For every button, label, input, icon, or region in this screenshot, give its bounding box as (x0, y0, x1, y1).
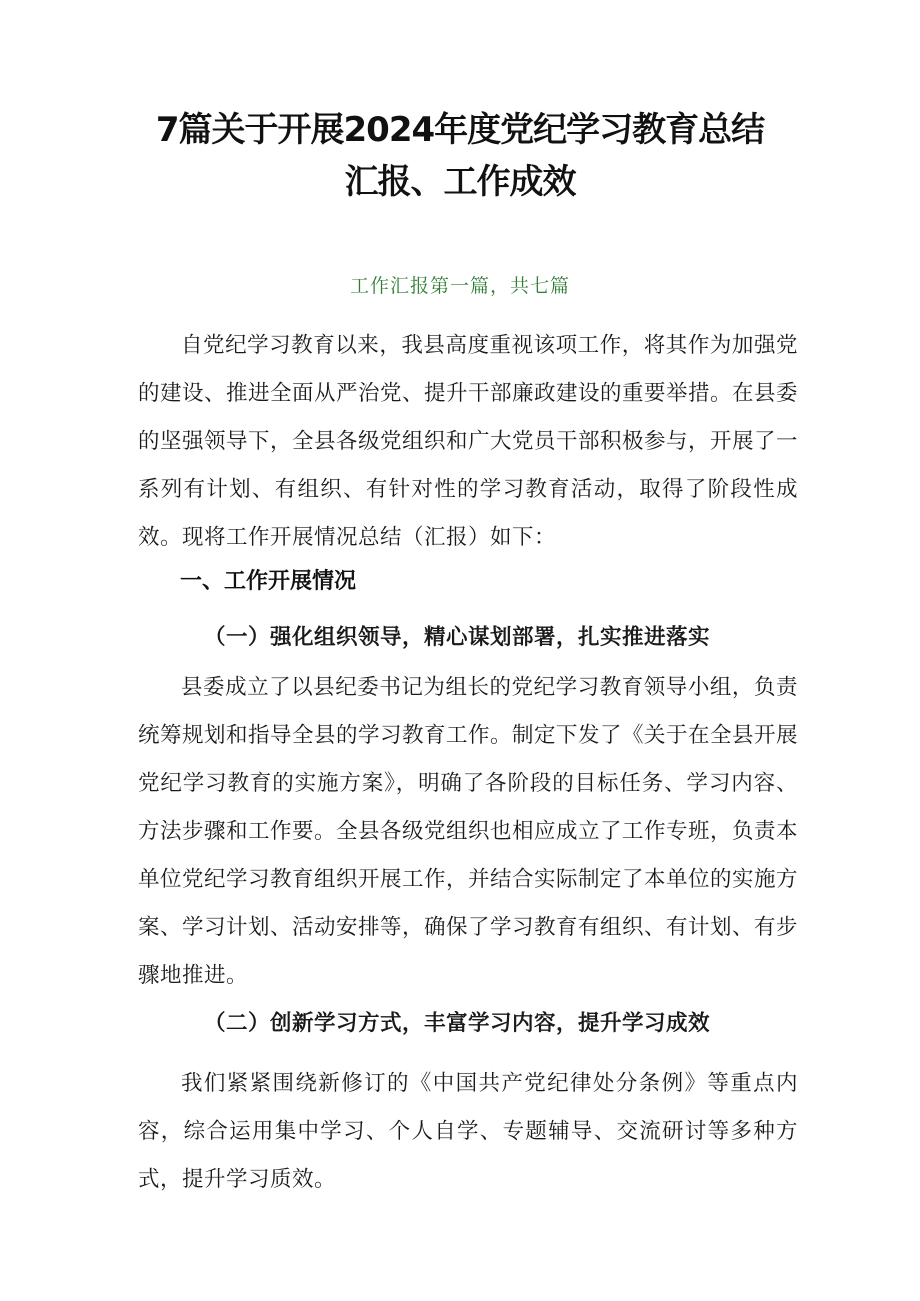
document-subtitle: 工作汇报第一篇，共七篇 (349, 275, 570, 297)
subsection-1-paragraph: 县委成立了以县纪委书记为组长的党纪学习教育领导小组，负责统筹规划和指导全县的学习教育工作。制定下发了《关于在全县开展党纪学习教育的实施方案》，明确了各阶段的目标任务、学习内容、方法步骤和工作要。全县各级党组织也相应成立了工作专班，负责本单位党纪学习教育组织开展工作，并结合实际制定了本单位的实施方案、学习计划、活动安排等，确保了学习教育有组织、有计划、有步骤地推进。 (138, 675, 799, 988)
intro-paragraph: 自党纪学习教育以来，我县高度重视该项工作，将其作为加强党的建设、推进全面从严治党、提升干部廉政建设的重要举措。在县委的坚强领导下，全县各级党组织和广大党员干部积极参与，开展了一系列有计划、有组织、有针对性的学习教育活动，取得了阶段性成效。现将工作开展情况总结（汇报）如下： (138, 333, 799, 550)
subsection-2-heading: （二）创新学习方式，丰富学习内容，提升学习成效 (204, 1011, 711, 1036)
title-line-2: 汇报、工作成效 (344, 162, 576, 202)
subsection-2-paragraph: 我们紧紧围绕新修订的《中国共产党纪律处分条例》等重点内容，综合运用集中学习、个人自学、专题辅导、交流研讨等多种方式，提升学习质效。 (138, 1071, 798, 1192)
title-line-1: 7篇关于开展2024年度党纪学习教育总结 (155, 110, 765, 150)
document-title (120, 104, 800, 208)
subsection-1-heading: （一）强化组织领导，精心谋划部署，扎实推进落实 (204, 625, 711, 650)
section-1-heading: 一、工作开展情况 (180, 569, 357, 594)
